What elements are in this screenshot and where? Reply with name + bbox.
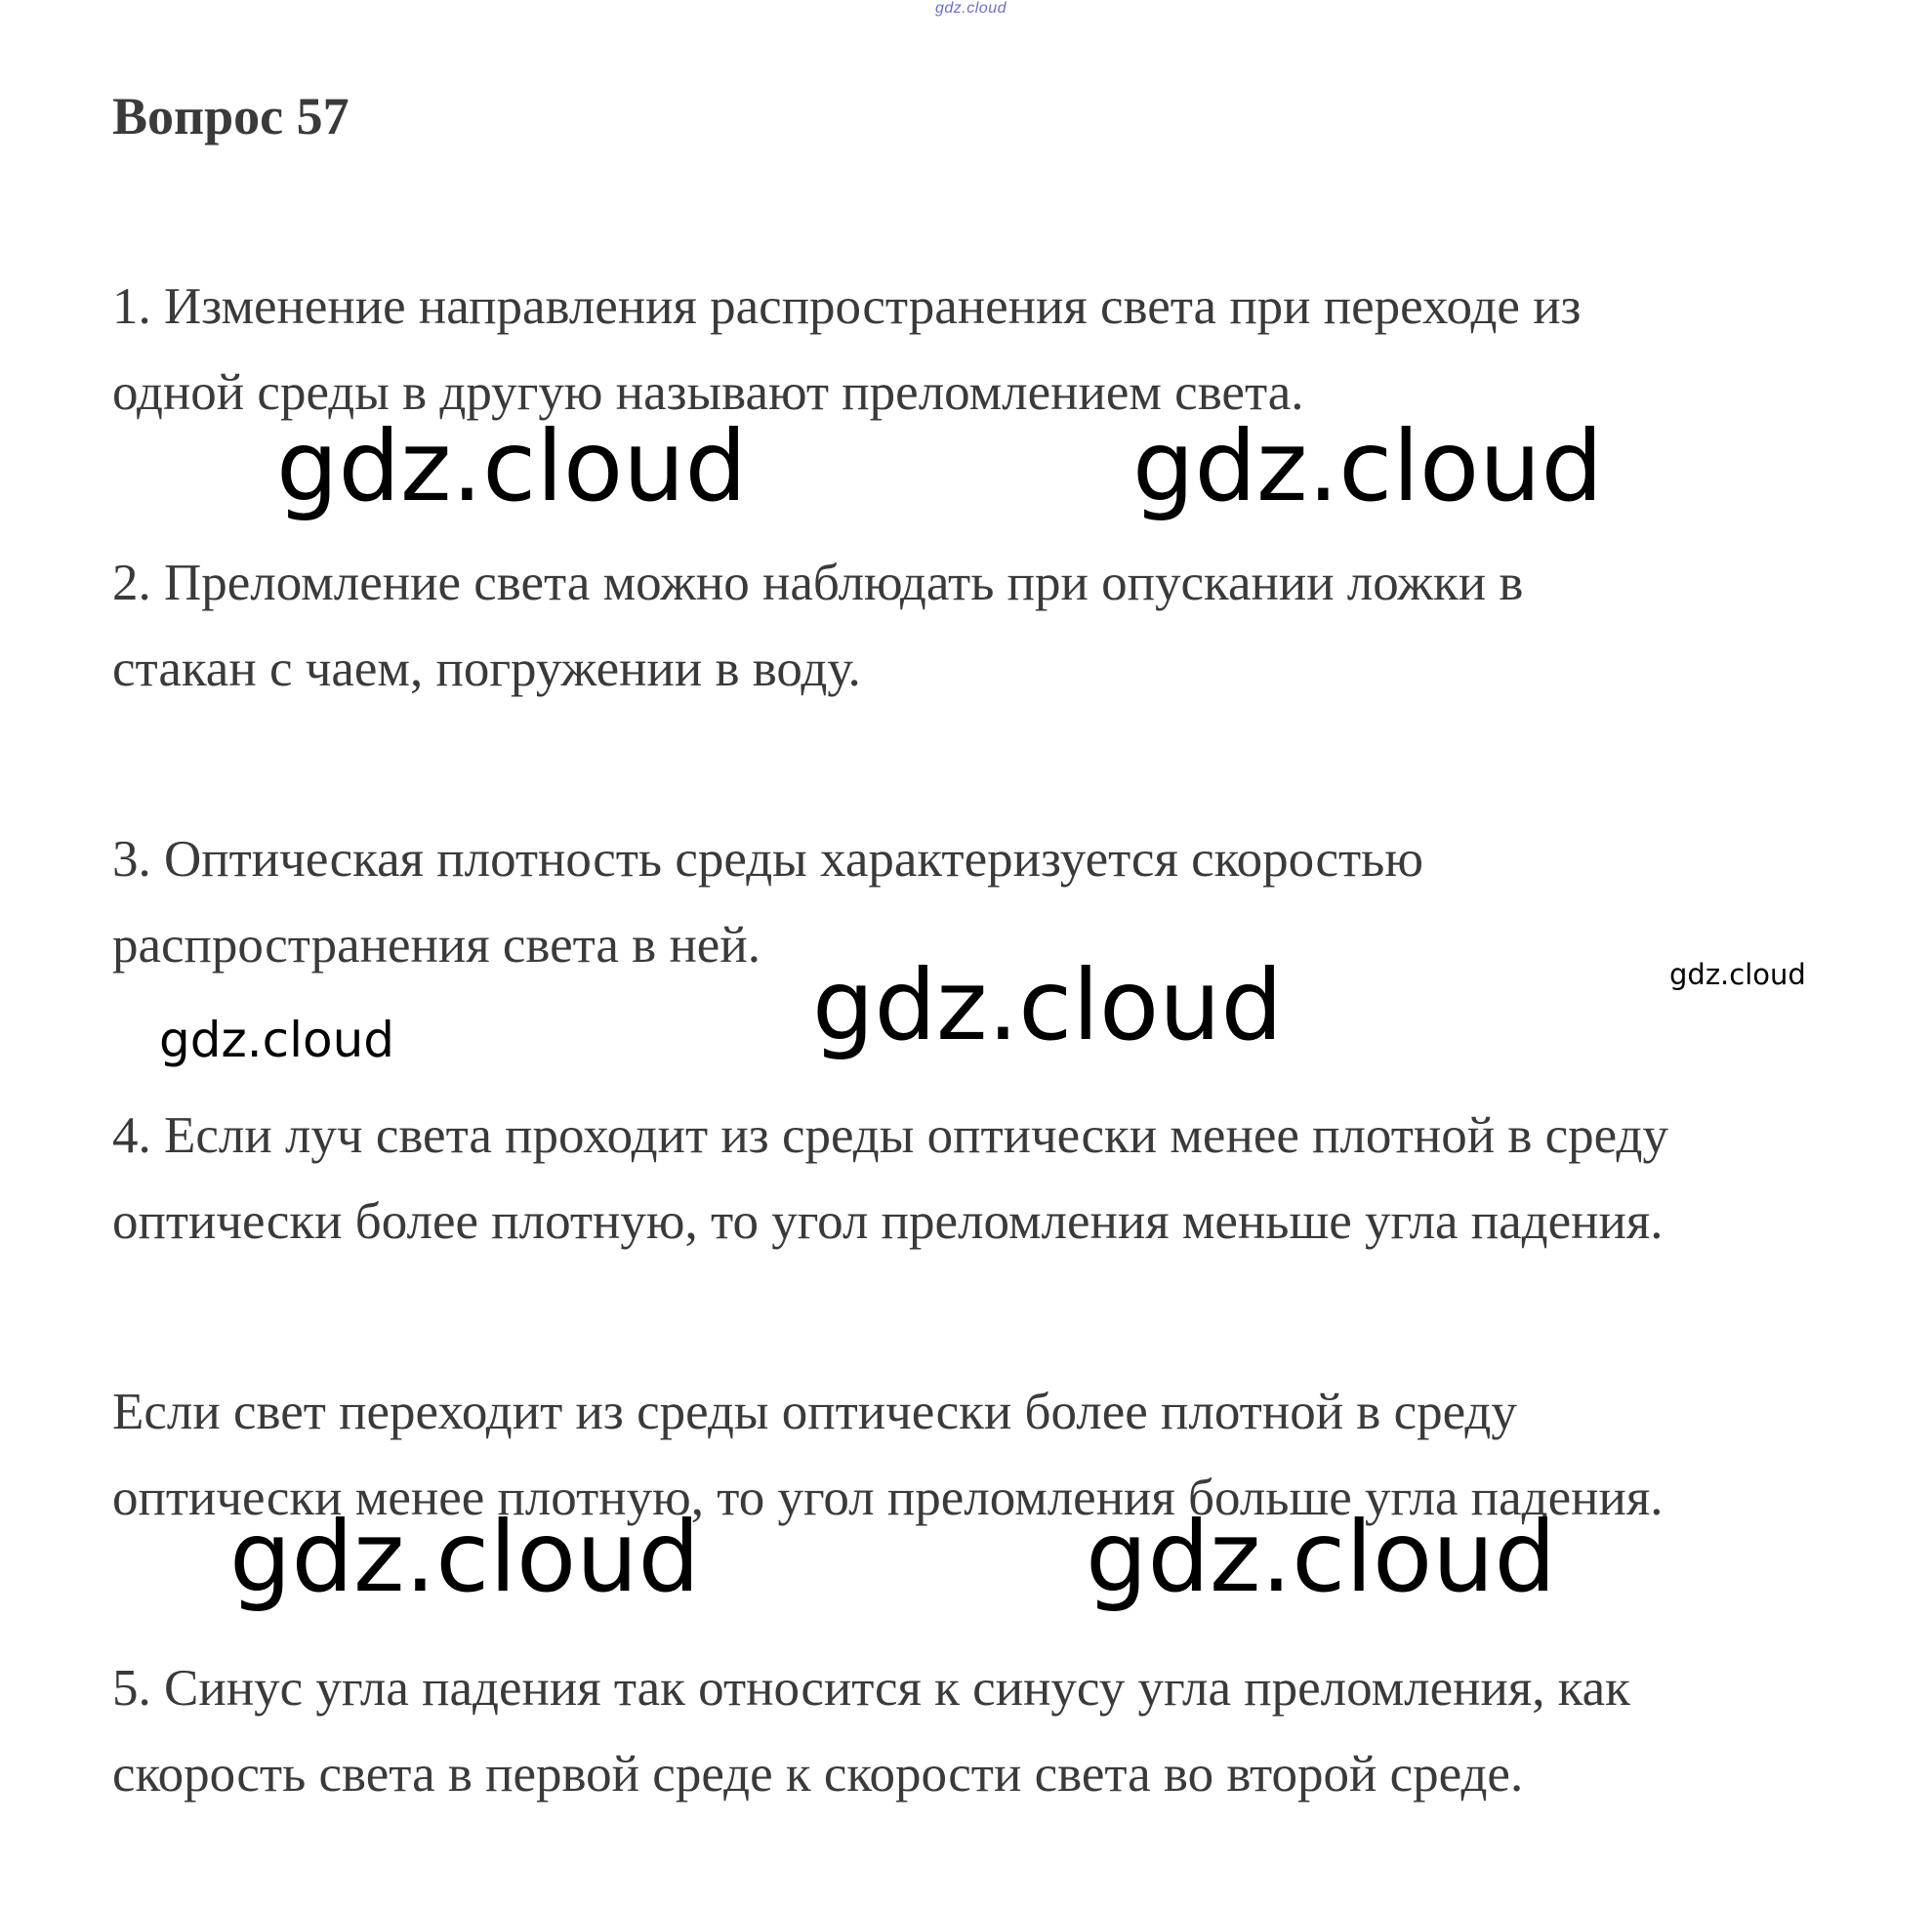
watermark: gdz.cloud — [229, 1500, 701, 1614]
watermark: gdz.cloud — [1086, 1500, 1557, 1614]
page-title: Вопрос 57 — [112, 87, 349, 145]
paragraph-6 — [112, 1645, 1909, 1817]
paragraph-4 — [112, 1093, 1909, 1265]
paragraph-line: 4. Если луч света проходит из среды оптически менее плотной в среду — [112, 1107, 1668, 1164]
paragraph-line: распространения света в ней. — [112, 917, 760, 974]
paragraph-line: 3. Оптическая плотность среды характеризуется скоростью — [112, 831, 1423, 888]
paragraph-line: оптически менее плотную, то угол преломления больше угла падения. — [112, 1470, 1664, 1526]
site-mark-header: gdz.cloud — [935, 0, 1007, 17]
watermark: gdz.cloud — [1132, 409, 1604, 523]
paragraph-line: 1. Изменение направления распространения света при переходе из — [112, 278, 1582, 335]
watermark: gdz.cloud — [1669, 958, 1806, 991]
paragraph-line: Если свет переходит из среды оптически более плотной в среду — [112, 1384, 1517, 1440]
paragraph-line: одной среды в другую называют преломлением света. — [112, 364, 1304, 421]
paragraph-line: 2. Преломление света можно наблюдать при опускании ложки в — [112, 555, 1524, 611]
watermark: gdz.cloud — [812, 948, 1284, 1062]
paragraph-line: стакан с чаем, погружении в воду. — [112, 641, 861, 697]
watermark: gdz.cloud — [276, 409, 748, 523]
paragraph-line: 5. Синус угла падения так относится к синусу угла преломления, как — [112, 1660, 1630, 1717]
paragraph-line: оптически более плотную, то угол преломления меньше угла падения. — [112, 1193, 1664, 1250]
paragraph-2 — [112, 540, 1909, 712]
watermark: gdz.cloud — [159, 1012, 395, 1068]
paragraph-line: скорость света в первой среде к скорости света во второй среде. — [112, 1746, 1524, 1803]
